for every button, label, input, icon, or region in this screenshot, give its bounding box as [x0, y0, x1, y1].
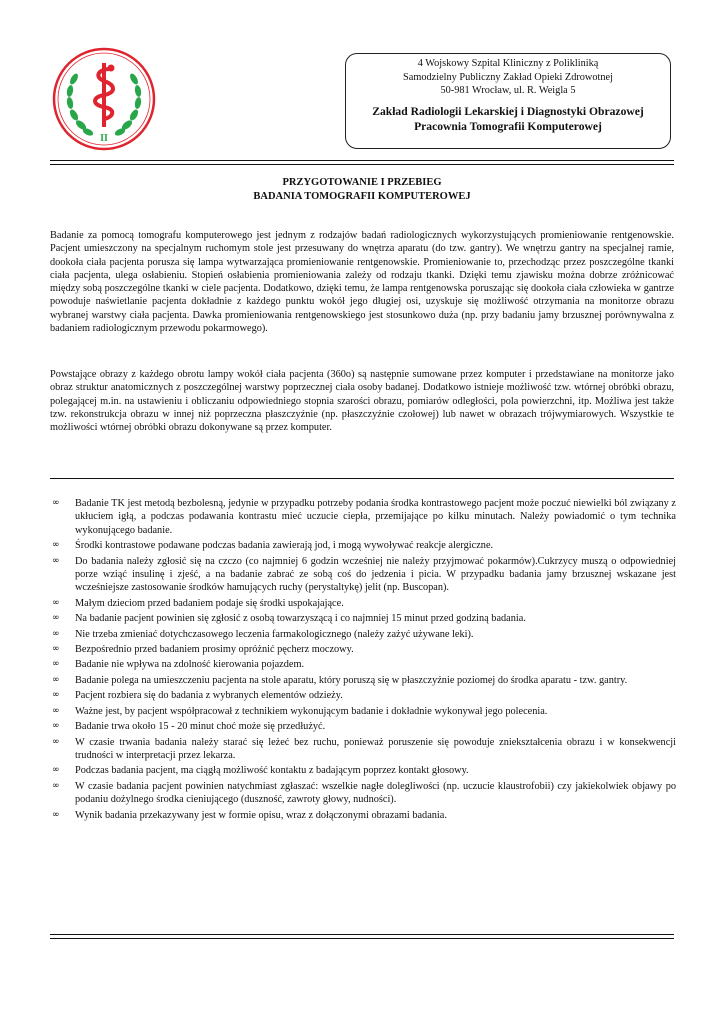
bullet-infinity-icon: ∞ — [52, 659, 60, 670]
bullet-infinity-icon: ∞ — [52, 498, 60, 508]
bullet-infinity-icon: ∞ — [52, 809, 60, 820]
list-item-text: Ważne jest, by pacjent współpracował z technikiem wykonującym badanie i dokładnie wykonywał jego polecenia. — [75, 705, 548, 717]
list-item-text: Badanie nie wpływa na zdolność kierowania pojazdem. — [75, 659, 305, 671]
hospital-name-line: 4 Wojskowy Szpital Kliniczny z Polikliniką — [417, 58, 599, 69]
list-item — [50, 497, 676, 537]
logo-numeral: II — [100, 133, 108, 144]
list-item — [50, 658, 676, 671]
document-title — [50, 176, 674, 204]
bullet-infinity-icon: ∞ — [52, 540, 60, 551]
lab-name: Pracownia Tomografii Komputerowej — [414, 120, 602, 133]
bullet-infinity-icon: ∞ — [52, 736, 60, 747]
list-item-text: Bezpośrednio przed badaniem prosimy opróżnić pęcherz moczowy. — [75, 644, 354, 656]
bullet-infinity-icon: ∞ — [52, 597, 60, 608]
footer-divider-bottom — [50, 938, 674, 939]
list-item — [50, 539, 676, 552]
list-item-text: Badanie polega na umieszczeniu pacjenta na stole aparatu, który poruszą się w płaszczyźnie poziomej do środka aparatu - tzw. gantry. — [75, 674, 628, 686]
list-item — [50, 628, 676, 641]
list-item-text: Do badania należy zgłosić się na czczo (co najmniej 6 godzin wcześniej nie należy przyjmować pokarmów).Cukrzycy muszą o odpowiedniej porze wziąć insulinę i zjeść, a na badanie zabrać ze sobą coś do jedzenia i picia. W przypadku badania jamy brzusznej wskazane jest wcześniejsze zastosowanie środków hamujących ruchy (perystaltykę) jelit (np. Buscopan). — [75, 555, 676, 594]
header-divider-top — [50, 160, 674, 161]
list-item — [50, 736, 676, 763]
department-name: Zakład Radiologii Lekarskiej i Diagnostyki Obrazowej — [372, 104, 644, 118]
image-processing-paragraph: Powstające obrazy z każdego obrotu lampy wokół ciała pacjenta (360o) są następnie sumowane przez komputer i przedstawiane na monitorze jako obraz struktur anatomicznych z poszczególnej warstwy poprzecznej ciała osoby badanej. Dodatkowo istnieje możliwość tzw. wtórnej obróbki obrazu, polegającej m.in. na ustawieniu i obliczaniu odpowiedniego stopnia szarości obrazu, pomiarów odległości, pola powierzchni, itp. Możliwa jest także tzw. rekonstrukcja obrazu w innej niż poprzeczna płaszczyźnie (np. płaszczyźnie czołowej) lub nawet w obrazach trójwymiarowych. Wszystkie te możliwości wtórnej obróbki obrazu dokonywane są przez komputer. — [50, 369, 674, 434]
list-item-text: Wynik badania przekazywany jest w formie opisu, wraz z dołączonymi obrazami badania. — [75, 809, 447, 821]
header-divider-bottom — [50, 164, 674, 165]
list-item-text: W czasie badania pacjent powinien natychmiast zgłaszać: wszelkie nagłe dolegliwości (np. uczucie klaustrofobii) czy jakiekolwiek objawy po podaniu dożylnego środka cieniującego (duszność, zawroty głowy, nudności). — [75, 780, 676, 806]
list-item-text: Badanie trwa około 15 - 20 minut choć może się przedłużyć. — [75, 721, 326, 733]
hospital-unit-line: Samodzielny Publiczny Zakład Opieki Zdrowotnej — [403, 71, 613, 83]
bullet-infinity-icon: ∞ — [52, 690, 60, 701]
list-item — [50, 674, 676, 687]
list-item — [50, 689, 676, 702]
bullet-infinity-icon: ∞ — [52, 721, 60, 732]
bullet-infinity-icon: ∞ — [52, 765, 60, 776]
list-item — [50, 720, 676, 733]
footer-divider-top — [50, 934, 674, 935]
bullet-infinity-icon: ∞ — [52, 780, 60, 791]
caduceus-emblem-icon — [50, 45, 158, 153]
intro-paragraph: Badanie za pomocą tomografu komputerowego jest jednym z rodzajów badań radiologicznych wykorzystujących promieniowanie rentgenowskie. Pacjent umieszczony na specjalnym ruchomym stole jest przesuwany do wnętrza aparatu (do tzw. gantry). We wnętrzu gantry na specjalnej ramie, dookoła ciała pacjenta porusza się lampa wytwarzająca promieniowanie rentgenowskie. Promieniowanie to, przechodząc przez poszczególne tkanki ciała pacjenta, ulega osłabieniu. Stopień osłabienia promieniowania zależy od rodzaju tkanki. Dzięki temu zjawisku można dobrze zróżnicować między sobą poszczególne tkanki w ciele pacjenta. Dodatkowo, dzięki temu, że lampa rentgenowska poruszając się dookoła ciała człowieka w gantrze powoduje naświetlanie pacjenta dokładnie z każdego punktu wokół jego długiej osi, uzyskuje się możliwość otrzymania na monitorze obrazu wybranej warstwy ciała pacjenta. Dawka promieniowania rentgenowskiego jest stosunkowo duża (np. przy badaniu jamy brzusznej porównywalna z badaniem radiologicznym przewodu pokarmowego). — [50, 230, 674, 335]
list-item-text: Badanie TK jest metodą bezbolesną, jedynie w przypadku potrzeby podania środka kontrastowego pacjent może poczuć niewielki ból związany z ukłuciem igłą, a podczas podawania kontrastu mieć uczucie ciepła, przemijające po kilku minutach. Należy powiadomić o tym technika wykonującego badanie. — [75, 498, 676, 536]
list-item-text: Nie trzeba zmieniać dotychczasowego leczenia farmakologicznego (należy zażyć używane leki). — [75, 628, 474, 640]
list-item — [50, 555, 676, 595]
list-item-text: W czasie trwania badania należy starać się leżeć bez ruchu, ponieważ poruszenie się powoduje zniekształcenia obrazu i w konsekwencji trudności w interpretacji przez lekarza. — [75, 736, 676, 761]
list-item-text: Środki kontrastowe podawane podczas badania zawierają jod, i mogą wywoływać reakcje alergiczne. — [75, 540, 494, 552]
section-divider — [50, 478, 674, 479]
preparation-instructions-list — [50, 497, 676, 824]
hospital-address-line: 50-981 Wrocław, ul. R. Weigla 5 — [440, 85, 576, 96]
bullet-infinity-icon: ∞ — [52, 705, 60, 716]
list-item — [50, 612, 676, 625]
list-item — [50, 780, 676, 807]
list-item — [50, 809, 676, 822]
bullet-infinity-icon: ∞ — [52, 644, 60, 655]
bullet-infinity-icon: ∞ — [52, 628, 60, 639]
title-line-2: BADANIA TOMOGRAFII KOMPUTEROWEJ — [253, 191, 471, 202]
title-line-1: PRZYGOTOWANIE I PRZEBIEG — [282, 177, 442, 188]
list-item — [50, 705, 676, 718]
list-item — [50, 643, 676, 656]
list-item-text: Na badanie pacjent powinien się zgłosić z osobą towarzyszącą i co najmniej 15 minut przed godziną badania. — [75, 613, 526, 625]
list-item-text: Małym dzieciom przed badaniem podaje się środki uspokajające. — [75, 597, 344, 609]
bullet-infinity-icon: ∞ — [52, 555, 60, 566]
list-item — [50, 597, 676, 610]
list-item — [50, 764, 676, 777]
hospital-logo — [50, 45, 158, 153]
rod-of-asclepius-icon — [95, 63, 115, 127]
institution-header — [345, 53, 671, 149]
list-item-text: Pacjent rozbiera się do badania z wybranych elementów odzieży. — [75, 690, 343, 702]
bullet-infinity-icon: ∞ — [52, 613, 60, 624]
bullet-infinity-icon: ∞ — [52, 674, 60, 685]
list-item-text: Podczas badania pacjent, ma ciągłą możliwość kontaktu z badającym poprzez kontakt głosowy. — [75, 765, 469, 777]
